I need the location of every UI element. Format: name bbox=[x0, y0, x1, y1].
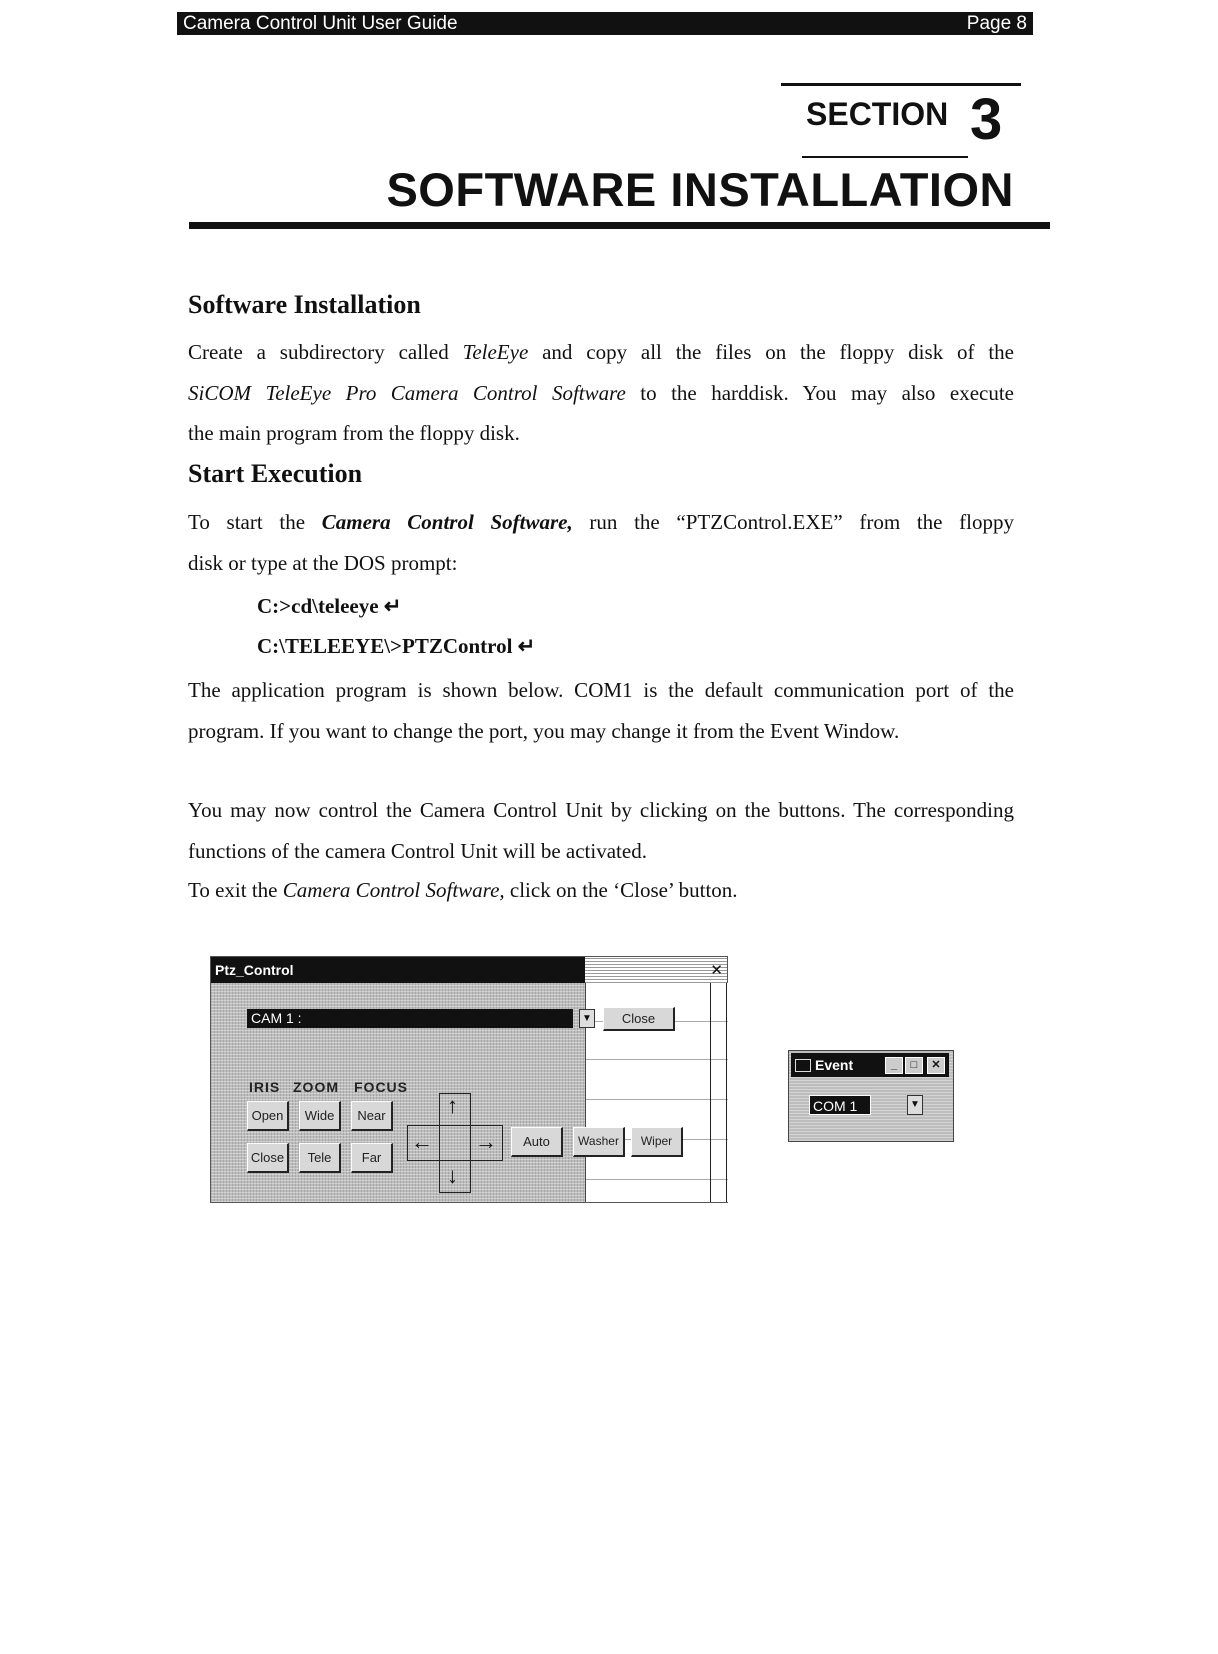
pane-divider bbox=[710, 983, 711, 1202]
start-text-b: run the “PTZControl.EXE” from the floppy bbox=[572, 510, 1015, 534]
control-paragraph: You may now control the Camera Control Unit by clicking on the buttons. The corresponding functions of the camera Control Unit will be activated. bbox=[188, 798, 1014, 863]
exit-paragraph bbox=[188, 870, 1014, 911]
start-text-c: disk or type at the DOS prompt: bbox=[188, 550, 458, 575]
start-paragraph bbox=[188, 502, 1014, 583]
pane-divider bbox=[726, 983, 727, 1202]
zoom-wide-button[interactable]: Wide bbox=[299, 1101, 341, 1131]
exit-product: Camera Control Software, bbox=[282, 878, 505, 902]
left-arrow-icon[interactable]: ← bbox=[411, 1129, 433, 1154]
install-product: SiCOM TeleEye Pro Camera Control Software bbox=[188, 380, 626, 405]
wiper-button[interactable]: Wiper bbox=[631, 1127, 683, 1157]
event-window-title: Event bbox=[815, 1057, 854, 1073]
install-text-a: Create a subdirectory called bbox=[188, 340, 463, 364]
camera-select[interactable]: CAM 1 : bbox=[247, 1009, 573, 1028]
close-icon[interactable]: ✕ bbox=[710, 962, 723, 979]
iris-open-button[interactable]: Open bbox=[247, 1101, 289, 1131]
zoom-tele-button[interactable]: Tele bbox=[299, 1143, 341, 1173]
zoom-label: ZOOM bbox=[293, 1079, 339, 1095]
section-number: 3 bbox=[970, 87, 1003, 152]
chapter-rule bbox=[189, 222, 1050, 229]
ptz-window-title: Ptz_Control bbox=[211, 957, 585, 983]
up-arrow-icon[interactable]: ↑ bbox=[447, 1093, 458, 1118]
focus-label: FOCUS bbox=[354, 1079, 408, 1095]
install-heading: Software Installation bbox=[188, 290, 421, 319]
minimize-icon[interactable]: _ bbox=[885, 1057, 903, 1074]
iris-label: IRIS bbox=[249, 1079, 281, 1095]
event-window bbox=[788, 1050, 954, 1142]
page-number: Page 8 bbox=[966, 13, 1027, 34]
ptz-title-extension bbox=[585, 957, 727, 984]
auto-button[interactable]: Auto bbox=[511, 1127, 563, 1157]
install-text-c: to the harddisk. You may also execute bbox=[625, 380, 1014, 405]
section-underline bbox=[802, 156, 968, 158]
section-label: SECTION bbox=[806, 96, 949, 132]
close-icon[interactable]: ✕ bbox=[927, 1057, 945, 1074]
pane-rule bbox=[586, 1179, 728, 1180]
install-text-d: the main program from the floppy disk. bbox=[188, 421, 520, 445]
chevron-down-icon[interactable]: ▼ bbox=[579, 1009, 595, 1028]
close-button[interactable]: Close bbox=[603, 1007, 675, 1031]
iris-close-button[interactable]: Close bbox=[247, 1143, 289, 1173]
start-heading: Start Execution bbox=[188, 459, 363, 488]
app-description-paragraph: The application program is shown below. COM1 is the default communication port of the program. If you want to change the port, you may change it from the Event Window. bbox=[188, 678, 1014, 743]
focus-far-button[interactable]: Far bbox=[351, 1143, 393, 1173]
chapter-title: SOFTWARE INSTALLATION bbox=[386, 163, 1014, 216]
maximize-icon[interactable]: □ bbox=[905, 1057, 923, 1074]
dos-command-2: C:\TELEEYE\>PTZControl ↵ bbox=[257, 634, 536, 658]
event-title-bar bbox=[791, 1053, 949, 1077]
chevron-down-icon[interactable]: ▼ bbox=[907, 1095, 923, 1115]
com-port-select[interactable]: COM 1 bbox=[809, 1095, 871, 1115]
start-product: Camera Control Software, bbox=[321, 510, 573, 534]
install-text-b: and copy all the files on the floppy disk of the bbox=[528, 340, 1015, 364]
guide-title: Camera Control Unit User Guide bbox=[183, 13, 458, 34]
running-header bbox=[177, 12, 1033, 35]
down-arrow-icon[interactable]: ↓ bbox=[447, 1163, 458, 1188]
ptz-control-window bbox=[210, 956, 728, 1203]
window-icon bbox=[795, 1059, 811, 1072]
install-dir: TeleEye bbox=[462, 340, 529, 364]
exit-text-b: click on the ‘Close’ button. bbox=[504, 878, 738, 902]
install-paragraph bbox=[188, 332, 1014, 454]
right-arrow-icon[interactable]: → bbox=[475, 1129, 497, 1154]
pane-rule bbox=[586, 1099, 728, 1100]
pane-rule bbox=[586, 1059, 728, 1060]
exit-text-a: To exit the bbox=[188, 878, 283, 902]
start-text-a: To start the bbox=[188, 510, 322, 534]
washer-button[interactable]: Washer bbox=[573, 1127, 625, 1157]
focus-near-button[interactable]: Near bbox=[351, 1101, 393, 1131]
dos-command-1: C:>cd\teleeye ↵ bbox=[257, 594, 402, 618]
